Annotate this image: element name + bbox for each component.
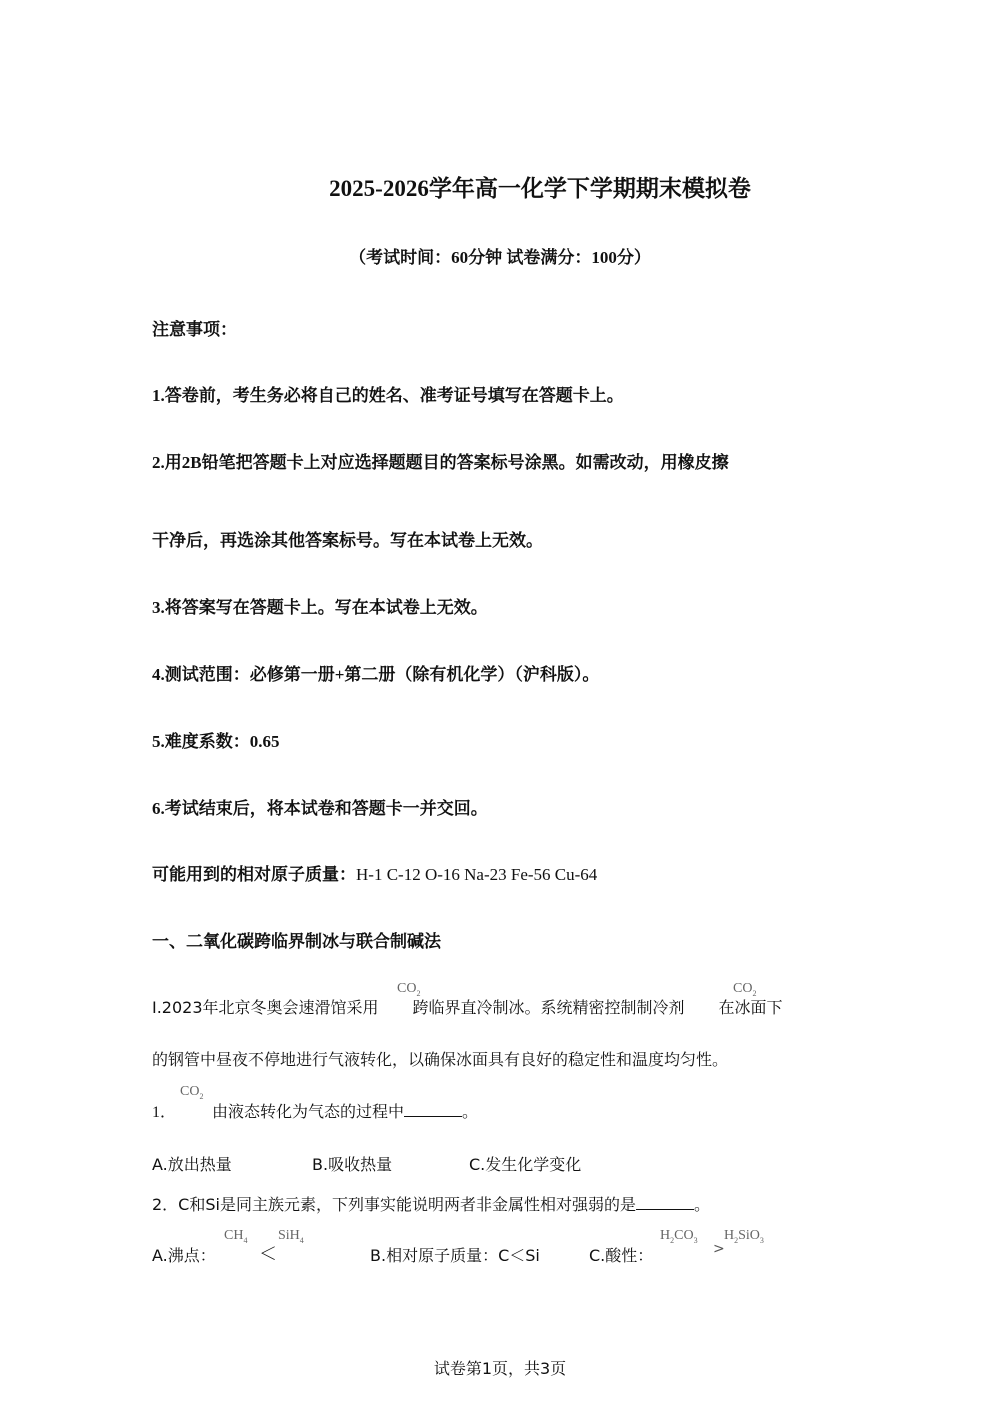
page-title: 2025-2026学年高一化学下学期期末模拟卷 [329, 176, 751, 201]
co2-formula: $CO_2$ [180, 1084, 204, 1101]
section-1-heading: 一、二氧化碳跨临界制冰与联合制碱法 [152, 932, 441, 952]
intro-line-1 [152, 995, 783, 1018]
notice-heading: 注意事项： [152, 320, 237, 340]
q2-option-c: C.酸性： [589, 1246, 654, 1265]
question-2-text: 2．C和Si是同主族元素，下列事实能说明两者非金属性相对强弱的是 [152, 1195, 636, 1214]
q1-option-a: A.放出热量 [152, 1155, 232, 1174]
question-1-text: 由液态转化为气态的过程中 [212, 1102, 405, 1121]
ch4-formula: $CH_4$ [224, 1228, 248, 1245]
h2co3-formula: $H_2CO_3$ [660, 1228, 698, 1245]
q2-option-b: B.相对原子质量：C＜Si [370, 1246, 540, 1265]
notice-item-5: 5.难度系数：0.65 [152, 732, 280, 751]
question-1-number: 1． [152, 1104, 177, 1121]
notice-item-4: 4.测试范围：必修第一册+第二册（除有机化学）（沪科版）。 [152, 665, 600, 684]
atomic-mass-values: H-1 C-12 O-16 Na-23 Fe-56 Cu-64 [356, 865, 598, 884]
atomic-mass-line [152, 860, 597, 885]
atomic-mass-label: 可能用到的相对原子质量： [152, 865, 356, 885]
sih4-formula: SiH$_4$ [278, 1228, 304, 1245]
intro-text-c: 在冰面下 [718, 998, 783, 1017]
notice-item-2a: 2.用2B铅笔把答题卡上对应选择题题目的答案标号涂黑。如需改动，用橡皮擦 [152, 453, 729, 472]
intro-line-2: 的钢管中昼夜不停地进行气液转化，以确保冰面具有良好的稳定性和温度均匀性。 [152, 1050, 729, 1069]
intro-text-a: I.2023年北京冬奥会速滑馆采用 [152, 998, 379, 1017]
q1-option-c: C.发生化学变化 [469, 1155, 582, 1174]
notice-item-3: 3.将答案写在答题卡上。写在本试卷上无效。 [152, 598, 488, 617]
notice-item-1: 1.答卷前，考生务必将自己的姓名、准考证号填写在答题卡上。 [152, 386, 624, 405]
greater-than-sign: > [713, 1241, 725, 1257]
co2-formula: $CO_2$ [397, 981, 421, 998]
less-than-sign: ＜ [259, 1244, 277, 1265]
notice-item-6: 6.考试结束后，将本试卷和答题卡一并交回。 [152, 799, 488, 818]
notice-item-2b: 干净后，再选涂其他答案标号。写在本试卷上无效。 [152, 531, 543, 550]
question-2: 2．C和Si是同主族元素，下列事实能说明两者非金属性相对强弱的是 。 [152, 1195, 710, 1214]
question-1: 1． 由液态转化为气态的过程中 。 [152, 1102, 479, 1121]
answer-blank[interactable] [636, 1195, 694, 1210]
page-footer: 试卷第1页，共3页 [433, 1359, 567, 1378]
intro-text-b: 跨临界直冷制冰。系统精密控制制冷剂 [412, 998, 685, 1017]
q2-option-a: A.沸点： [152, 1246, 216, 1265]
co2-formula: $CO_2$ [733, 981, 757, 998]
exam-info-subtitle: （考试时间：60分钟 试卷满分：100分） [349, 248, 651, 267]
answer-blank[interactable] [404, 1102, 462, 1117]
h2sio3-formula: $H_2SiO_3$ [724, 1228, 764, 1245]
q1-option-b: B.吸收热量 [312, 1155, 393, 1174]
